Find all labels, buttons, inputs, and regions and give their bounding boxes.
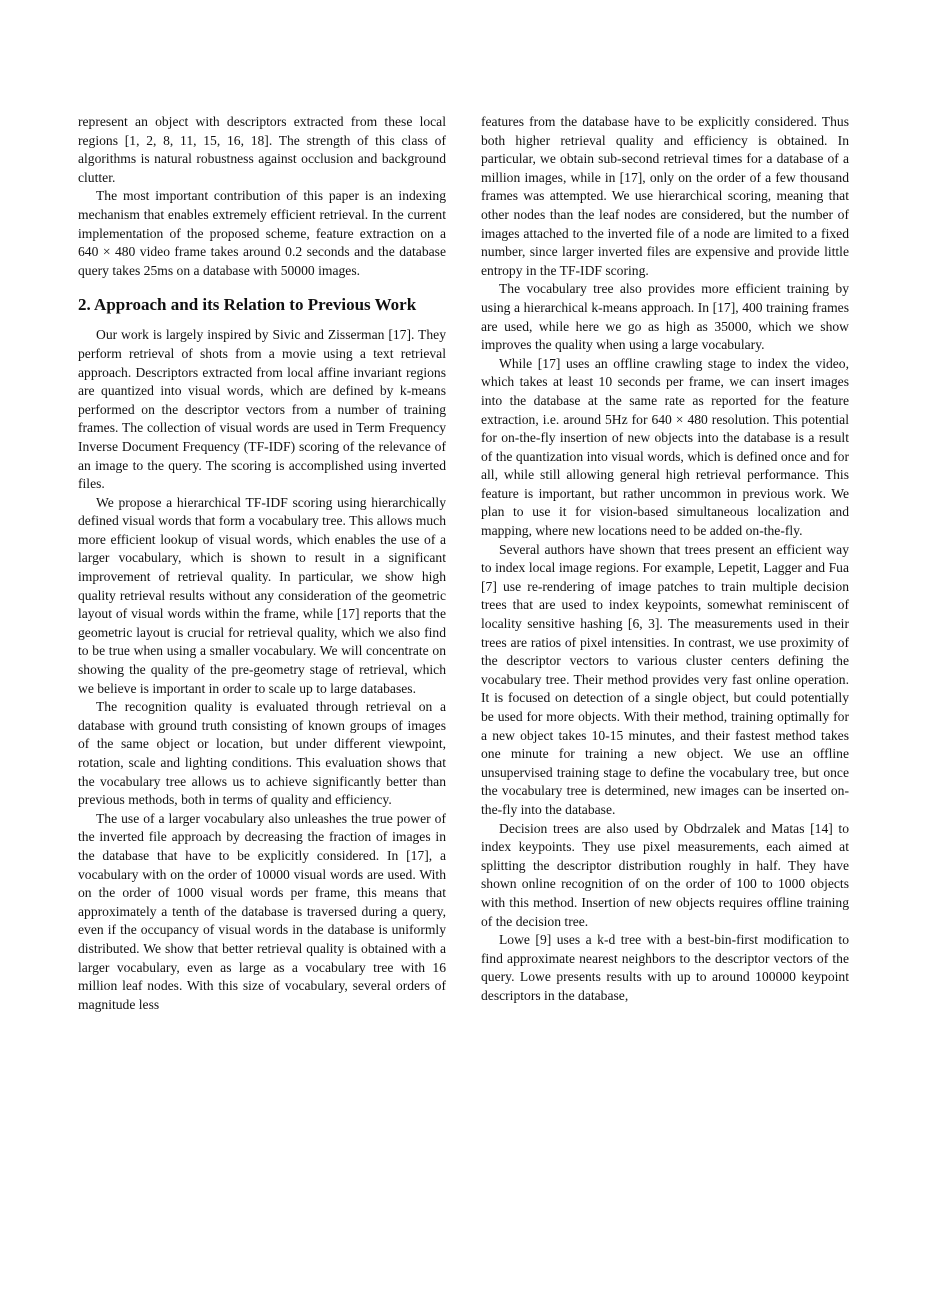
paragraph-trees-index: Several authors have shown that trees present an efficient way to index local image regions. For example, Lepetit, Lagger and Fua [7] use re-rendering of image patches to train multiple decision trees that are used to index keypoints, somewhat reminiscent of locality sensitive hashing [6, 3]. The measurements used in their trees are ratios of pixel intensities. In contrast, we use proximity of the descriptor vectors to various cluster centers defining the vocabulary tree. Their method provides very fast online operation. It is focused on detection of a single object, but could potentially be used for more objects. With their method, training optimally for a new object takes 10-15 minutes, and their fastest method takes one minute for training a new object. We use an offline unsupervised training stage to define the vocabulary tree, but once the vocabulary tree is determined, new images can be inserted on-the-fly into the database. [481,541,849,817]
paragraph-lowe-kd-tree: Lowe [9] uses a k-d tree with a best-bin-first modification to find approximate nearest neighbors to the descriptor vectors of the query. Lowe presents results with up to around 100000 keypoint descriptors in the database, [481,932,849,1003]
paragraph-continuation: represent an object with descriptors extracted from these local regions [1, 2, 8, 11, 15, 16, 18]. The strength of this class of algorithms is natural robustness against occlusion and background clutter. [78,114,446,185]
paragraph-contribution: The most important contribution of this paper is an indexing mechanism that enables extremely efficient retrieval. In the current implementation of the proposed scheme, feature extraction on a 640 × 480 video frame takes around 0.2 seconds and the database query takes 25ms on a database with 50000 images. [78,188,446,278]
paragraph-hierarchical-tfidf: We propose a hierarchical TF-IDF scoring using hierarchically defined visual words that form a vocabulary tree. This allows much more efficient lookup of visual words, which enables the use of a larger vocabulary, which is shown to result in a significant improvement of retrieval quality. In particular, we show high quality retrieval results without any consideration of the geometric layout of visual words within the frame, while [17] reports that the geometric layout is crucial for retrieval quality, which we also find to be true when using a smaller vocabulary. We will concentrate on showing the quality of the pre-geometry stage of retrieval, which we believe is important in order to scale up to large databases. [78,494,446,696]
paragraph-inspiration: Our work is largely inspired by Sivic and Zisserman [17]. They perform retrieval of shots from a movie using a text retrieval approach. Descriptors extracted from local affine invariant regions are quantized into visual words, which are defined by k-means performed on the descriptor vectors from a number of training frames. The collection of visual words are used in Term Frequency Inverse Document Frequency (TF-IDF) scoring of the relevance of an image to the query. The scoring is accomplished using inverted files. [78,327,446,492]
paragraph-decision-trees: Decision trees are also used by Obdrzalek and Matas [14] to index keypoints. They use pixel measurements, each aimed at splitting the descriptor distribution roughly in half. They have shown online recognition of on the order of 100 to 1000 objects with this method. Insertion of new objects requires offline training of the decision tree. [481,820,849,929]
section-heading: 2. Approach and its Relation to Previous Work [78,295,417,315]
paragraph-efficient-training: The vocabulary tree also provides more efficient training by using a hierarchical k-means approach. In [17], 400 training frames are used, while here we go as high as 35000, which we show improves the quality when using a large vocabulary. [481,281,849,353]
paragraph-recognition-quality: The recognition quality is evaluated through retrieval on a database with ground truth consisting of known groups of images of the same object or location, but under different viewpoint, rotation, scale and lighting conditions. This evaluation shows that the vocabulary tree allows us to achieve significantly better than previous methods, both in terms of quality and efficiency. [78,699,446,808]
paragraph-continuation-right: features from the database have to be explicitly considered. Thus both higher retrieval quality and efficiency is obtained. In particular, we obtain sub-second retrieval times for a database of a million images, while in [17], only on the order of a few thousand frames was attempted. We use hierarchical scoring, meaning that other nodes than the leaf nodes are considered, but the number of images attached to the inverted file of a node are limited to a fixed number, since larger inverted files are expensive and provide little entropy in the TF-IDF scoring. [481,114,849,278]
paragraph-larger-vocabulary: The use of a larger vocabulary also unleashes the true power of the inverted file approach by decreasing the fraction of images in the database that have to be explicitly considered. In [17], a vocabulary with on the order of 10000 visual words are used. With on the order of 1000 visual words per frame, this means that approximately a tenth of the database is traversed during a query, even if the occupancy of visual words in the database is uniformly distributed. We show that better retrieval quality is obtained with a larger vocabulary, even as large as a vocabulary tree with 16 million leaf nodes. With this size of vocabulary, several orders of magnitude less [78,810,446,1012]
paragraph-offline-crawling: While [17] uses an offline crawling stage to index the video, which takes at least 10 seconds per frame, we can insert images into the database at the same rate as reported for the feature extraction, i.e. around 5Hz for 640 × 480 resolution. This potential for on-the-fly insertion of new objects into the database is a result of the quantization into visual words, which is defined once and for all, while still allowing general high retrieval performance. This feature is important, but rather uncommon in previous work. We plan to use it for vision-based simultaneous localization and mapping, where new locations need to be added on-the-fly. [481,355,849,539]
right-column [481,113,849,1006]
left-column [78,113,446,1014]
